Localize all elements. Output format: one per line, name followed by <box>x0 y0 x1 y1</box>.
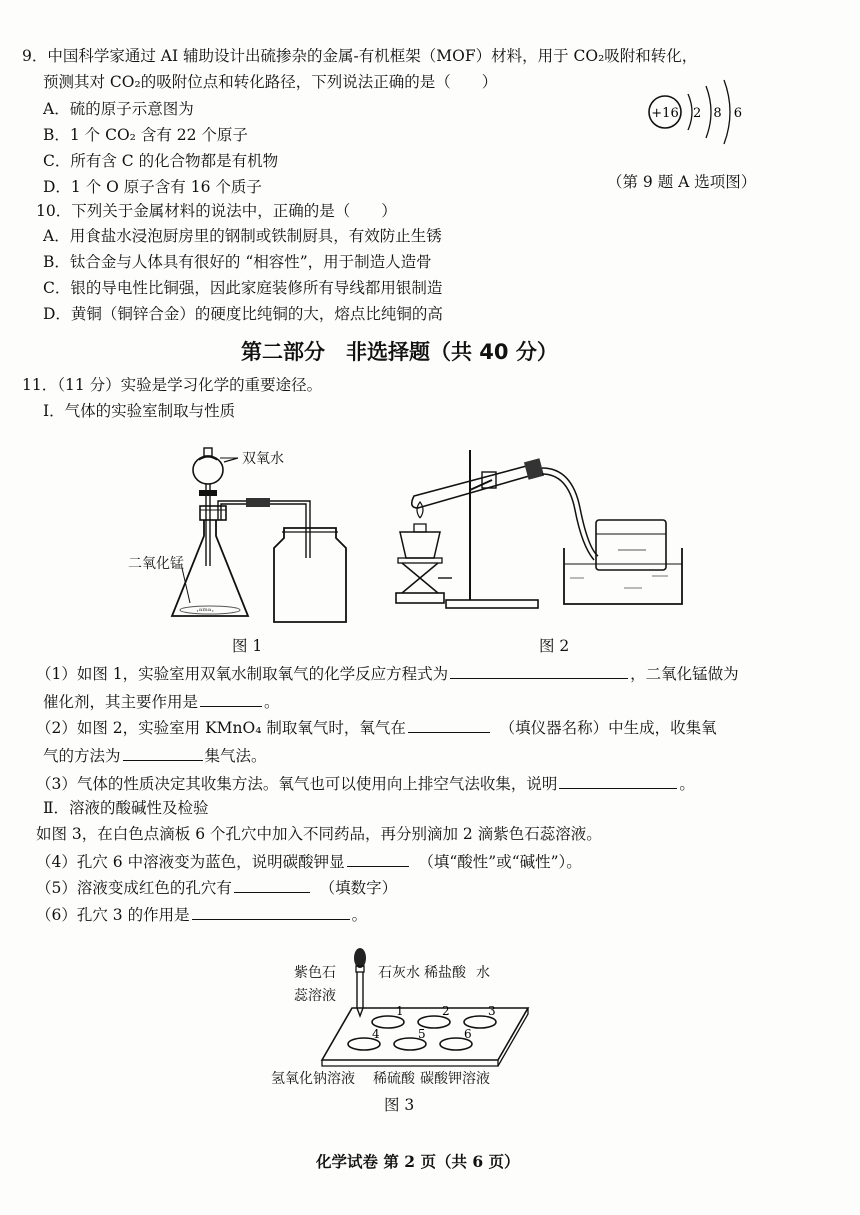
q11-3-line <box>36 772 695 794</box>
answer-blank-instrument[interactable] <box>408 716 490 733</box>
well-number-4: 4 <box>372 1027 380 1041</box>
q11-5-text-b: （填数字） <box>327 879 398 897</box>
fig3-label-k2co3: 碳酸钾溶液 <box>420 1071 490 1087</box>
well-number-1: 1 <box>396 1004 404 1018</box>
q11-5-line <box>36 876 397 898</box>
q11-6-line <box>36 903 367 925</box>
q11-1-text-c: 催化剂，其主要作用是 <box>43 693 199 711</box>
q11-1-line1 <box>36 662 739 684</box>
figure1-apparatus <box>120 438 360 638</box>
q10-option-d: D．黄铜（铜锌合金）的硬度比纯铜的大，熔点比纯铜的高 <box>43 305 443 323</box>
page-footer: 化学试卷 第 2 页（共 6 页） <box>316 1152 520 1171</box>
q9-stem-line1: 9．中国科学家通过 AI 辅助设计出硫掺杂的金属-有机框架（MOF）材料，用于 CO₂吸附和转化， <box>22 47 698 65</box>
q9-option-a: A．硫的原子示意图为 <box>43 100 194 118</box>
q11-4-text-b: （填“酸性”或“碱性”）。 <box>426 853 582 871</box>
q11-1-line2 <box>43 690 280 712</box>
svg-text:·ᵃᵐᵃ·: ·ᵃᵐᵃ· <box>196 607 215 617</box>
q10-stem: 10．下列关于金属材料的说法中，正确的是（ ） <box>36 202 397 220</box>
answer-blank-acidity[interactable] <box>347 850 409 867</box>
q9-option-b: B．1 个 CO₂ 含有 22 个原子 <box>43 126 248 144</box>
atom-shells-text: 2 8 6 <box>693 106 747 121</box>
q11-6-text-a: （6）孔穴 3 的作用是 <box>36 906 190 924</box>
q11-1-text-a: （1）如图 1，实验室用双氧水制取氧气的化学反应方程式为 <box>36 665 449 683</box>
q11-2-text-d: 集气法。 <box>204 747 267 765</box>
answer-blank-oxygen-property[interactable] <box>559 772 677 789</box>
answer-blank-collection-method[interactable] <box>123 744 203 761</box>
q10-option-c: C．银的导电性比铜强，因此家庭装修所有导线都用银制造 <box>43 279 443 297</box>
answer-blank-red-wells[interactable] <box>234 876 310 893</box>
part2-heading: 第二部分 非选择题（共 40 分） <box>241 340 558 364</box>
q11-2-line2 <box>43 744 267 766</box>
q11-stem: 11．（11 分）实验是学习化学的重要途径。 <box>22 376 323 394</box>
fig3-caption: 图 3 <box>384 1096 415 1114</box>
well-number-5: 5 <box>418 1027 426 1041</box>
sulfur-atom-diagram <box>640 76 750 148</box>
well-number-6: 6 <box>464 1027 472 1041</box>
q11-1-text-b: ，二氧化锰做为 <box>630 665 739 683</box>
q11-section1: Ⅰ．气体的实验室制取与性质 <box>43 402 236 420</box>
well-number-2: 2 <box>442 1004 450 1018</box>
q11-4-line <box>36 850 582 872</box>
q10-option-a: A．用食盐水浸泡厨房里的钢制或铁制厨具，有效防止生锈 <box>43 227 442 245</box>
fig3-label-hcl: 稀盐酸 <box>424 965 466 981</box>
q9-stem-line2: 预测其对 CO₂的吸附位点和转化路径，下列说法正确的是（ ） <box>43 73 498 91</box>
q9-option-d: D．1 个 O 原子含有 16 个质子 <box>43 178 262 196</box>
q9-figure-caption: （第 9 题 A 选项图） <box>607 173 757 191</box>
q11-5-text-a: （5）溶液变成红色的孔穴有 <box>36 879 232 897</box>
q11-section2-intro: 如图 3，在白色点滴板 6 个孔穴中加入不同药品，再分别滴加 2 滴紫色石蕊溶液。 <box>36 825 602 843</box>
fig3-label-h2so4: 稀硫酸 <box>373 1071 415 1087</box>
fig3-label-water: 水 <box>476 965 490 981</box>
answer-blank-equation[interactable] <box>450 662 628 679</box>
q10-option-b: B．钛合金与人体具有很好的 “相容性”，用于制造人造骨 <box>43 253 432 271</box>
q11-1-text-d: 。 <box>264 693 280 711</box>
fig1-label-h2o2: 双氧水 <box>242 451 284 467</box>
q11-2-text-a: （2）如图 2，实验室用 KMnO₄ 制取氧气时，氧气在 <box>36 719 406 737</box>
q11-section2: Ⅱ．溶液的酸碱性及检验 <box>43 799 209 817</box>
q9-option-c: C．所有含 C 的化合物都是有机物 <box>43 152 279 170</box>
fig3-dropper-label-1: 紫色石 <box>294 965 336 981</box>
q11-2-text-c: 气的方法为 <box>43 747 121 765</box>
answer-blank-catalyst-role[interactable] <box>200 690 262 707</box>
figure2-apparatus <box>384 428 684 618</box>
q11-2-text-b: （填仪器名称）中生成，收集氧 <box>507 719 717 737</box>
fig2-caption: 图 2 <box>539 637 570 655</box>
q11-2-line1 <box>36 716 717 738</box>
q11-3-text-a: （3）气体的性质决定其收集方法。氧气也可以使用向上排空气法收集，说明 <box>36 775 558 793</box>
fig1-caption: 图 1 <box>232 637 263 655</box>
fig1-label-mno2: 二氧化锰 <box>128 556 184 572</box>
fig3-dropper-label-2: 蕊溶液 <box>294 988 336 1004</box>
q11-4-text-a: （4）孔穴 6 中溶液变为蓝色，说明碳酸钾显 <box>36 853 345 871</box>
q11-6-text-b: 。 <box>351 906 368 924</box>
well-number-3: 3 <box>488 1004 496 1018</box>
atom-nucleus-text: +16 <box>651 106 679 121</box>
answer-blank-well3-role[interactable] <box>192 903 350 920</box>
q11-3-text-b: 。 <box>679 775 695 793</box>
fig3-label-limewater: 石灰水 <box>378 965 420 981</box>
fig3-label-naoh: 氢氧化钠溶液 <box>271 1071 355 1087</box>
